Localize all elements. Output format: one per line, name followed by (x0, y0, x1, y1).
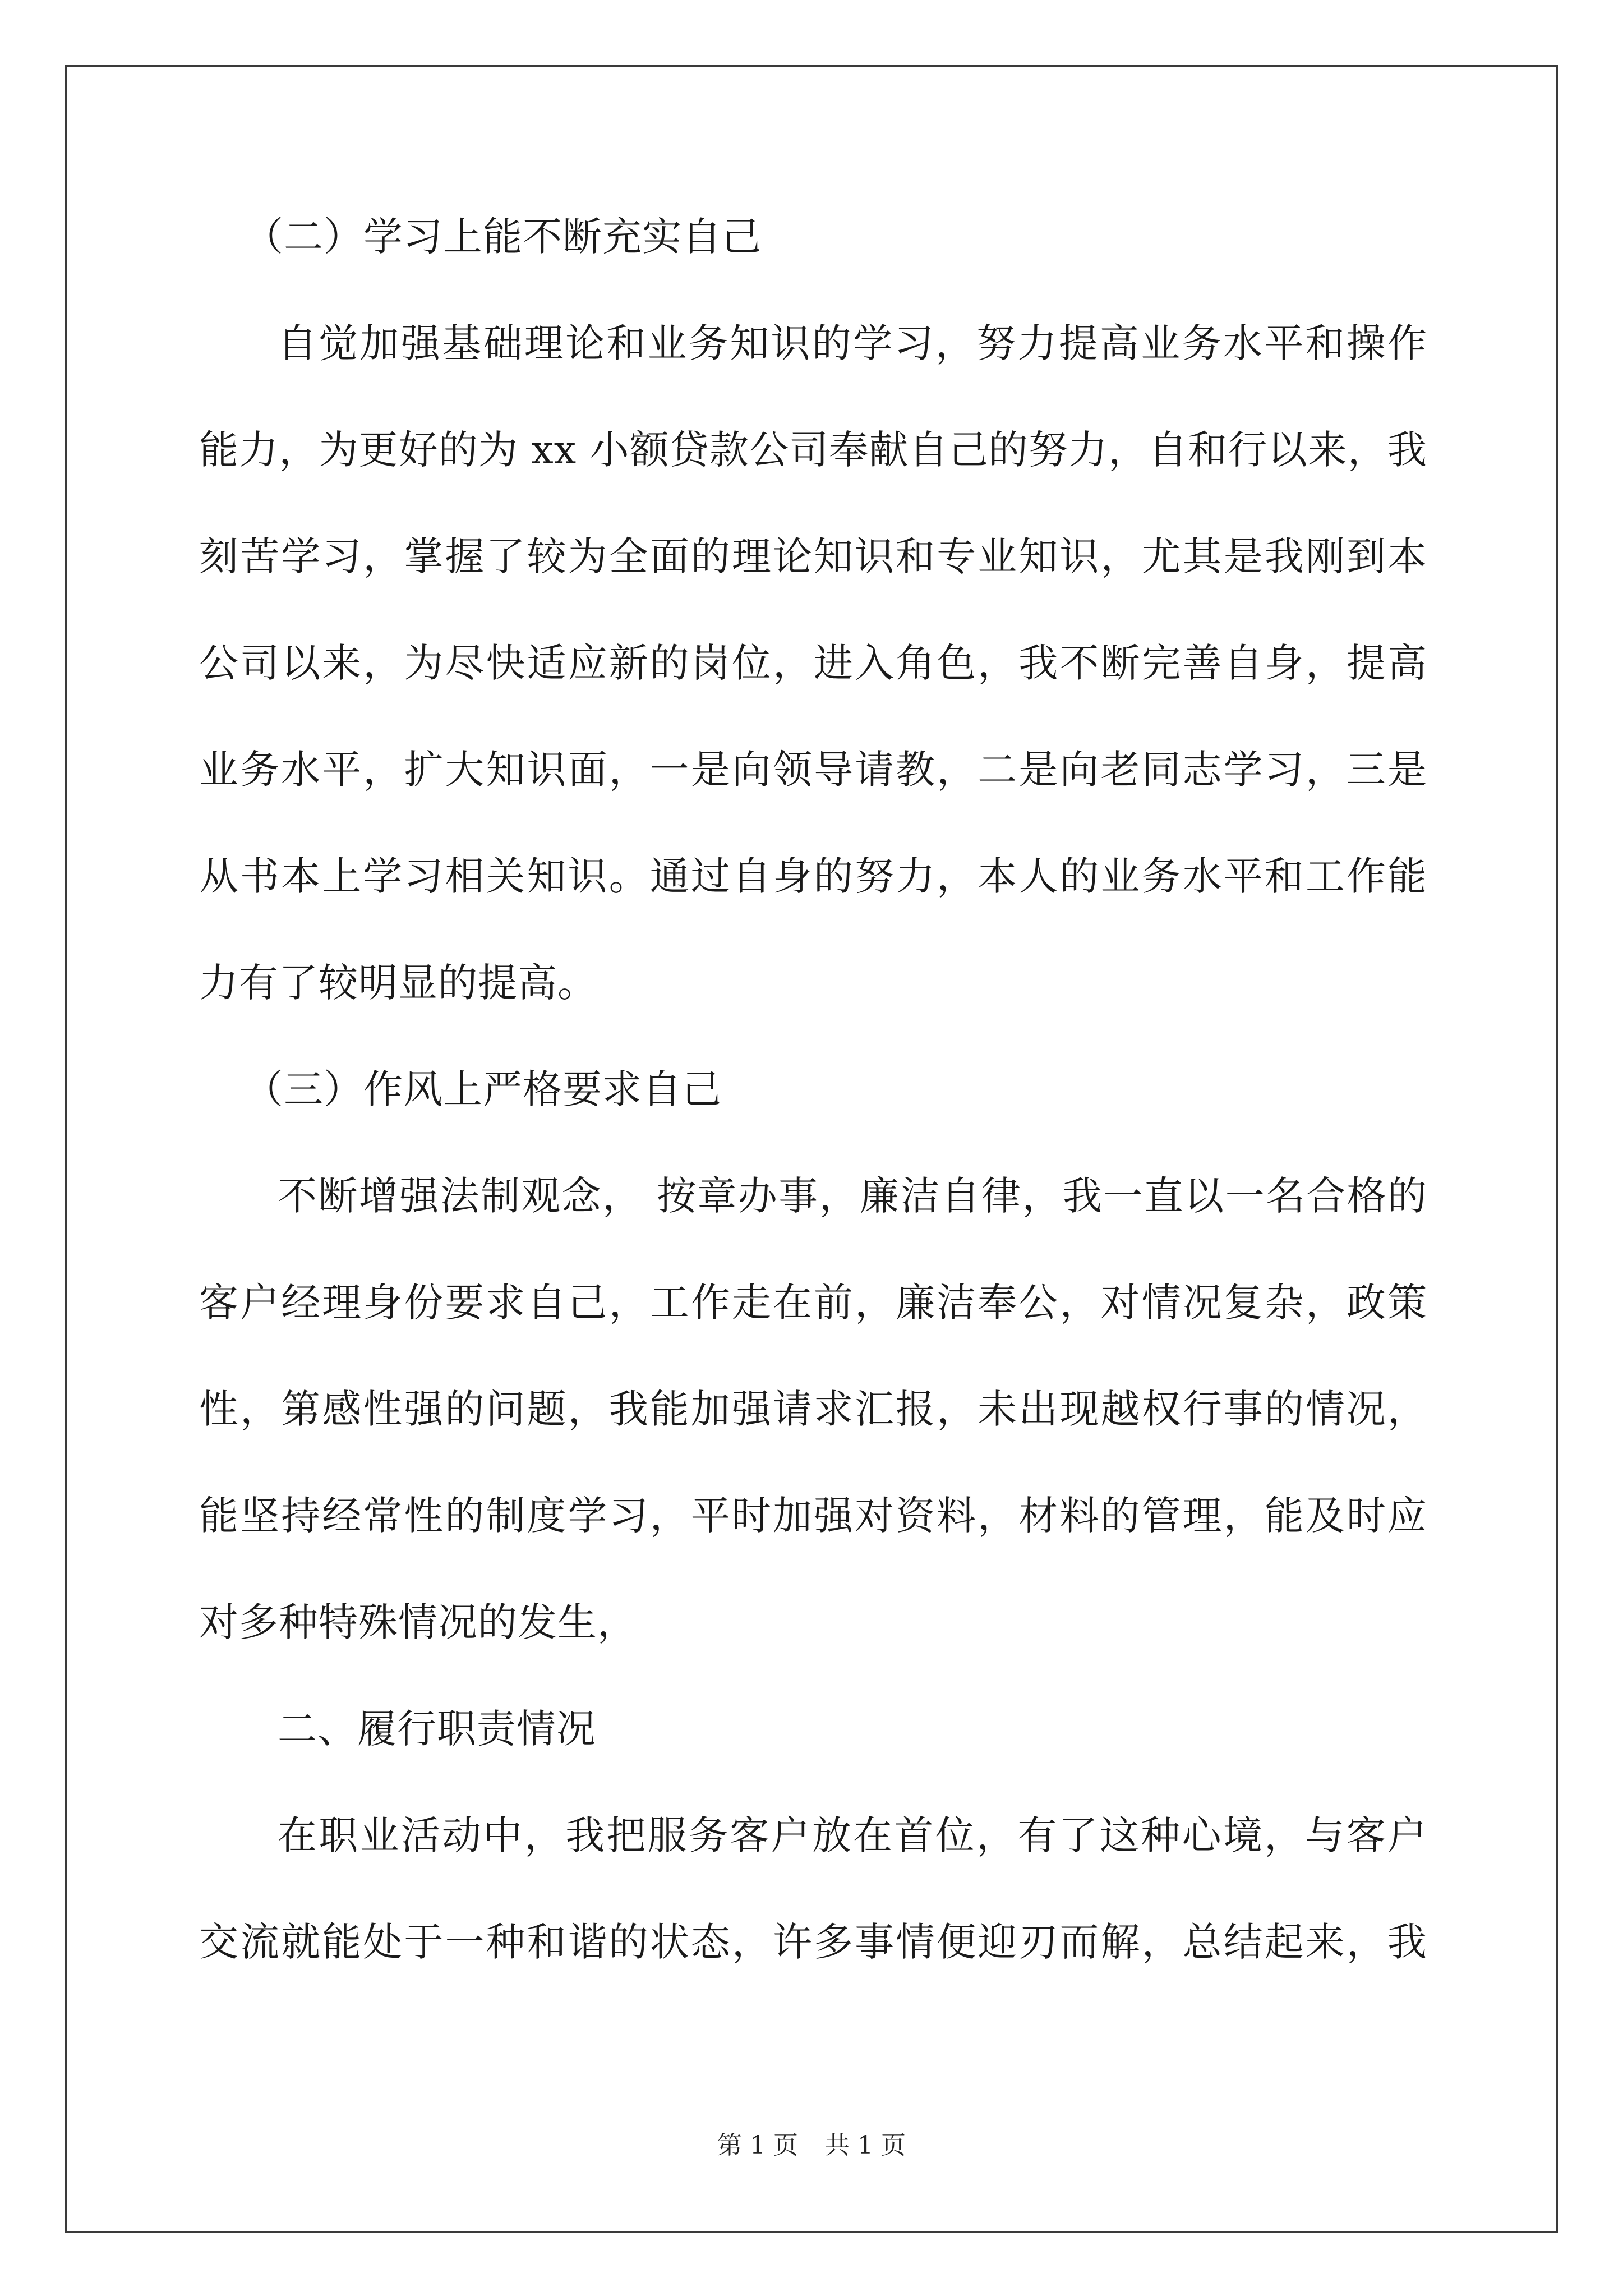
paragraph-line: 不断增强法制观念， 按章办事，廉洁自律，我一直以一名合格的 (278, 1173, 1427, 1219)
paragraph-line: 对多种特殊情况的发生， (199, 1599, 637, 1645)
section-heading-3: （三）作风上严格要求自己 (244, 1066, 722, 1112)
paragraph-line: 公司以来，为尽快适应新的岗位，进入角色，我不断完善自身，提高 (199, 640, 1427, 686)
paragraph-line: 自觉加强基础理论和业务知识的学习，努力提高业务水平和操作 (278, 320, 1427, 366)
paragraph-line: 能坚持经常性的制度学习，平时加强对资料，材料的管理，能及时应 (199, 1493, 1427, 1539)
paragraph-line: 性，第感性强的问题，我能加强请求汇报，未出现越权行事的情况， (199, 1386, 1427, 1432)
paragraph-line: 能力，为更好的为 xx 小额贷款公司奉献自己的努力，自和行以来，我 (199, 427, 1427, 473)
paragraph-line: 刻苦学习，掌握了较为全面的理论知识和专业知识，尤其是我刚到本 (199, 533, 1427, 579)
section-heading-duties: 二、履行职责情况 (278, 1706, 596, 1752)
section-heading-2: （二）学习上能不断充实自己 (244, 214, 762, 260)
paragraph-line: 力有了较明显的提高。 (199, 960, 597, 1006)
page-total: 共 1 页 (825, 2131, 906, 2160)
paragraph-line: 客户经理身份要求自己，工作走在前，廉洁奉公，对情况复杂，政策 (199, 1280, 1427, 1326)
paragraph-line: 从书本上学习相关知识。通过自身的努力，本人的业务水平和工作能 (199, 853, 1427, 899)
page-border (65, 65, 1558, 2233)
paragraph-line: 交流就能处于一种和谐的状态，许多事情便迎刃而解，总结起来，我 (199, 1919, 1427, 1965)
page-footer (0, 2129, 1623, 2162)
paragraph-line: 在职业活动中，我把服务客户放在首位，有了这种心境，与客户 (278, 1812, 1427, 1858)
page-number: 第 1 页 (717, 2131, 798, 2160)
paragraph-line: 业务水平，扩大知识面，一是向领导请教，二是向老同志学习，三是 (199, 747, 1427, 793)
